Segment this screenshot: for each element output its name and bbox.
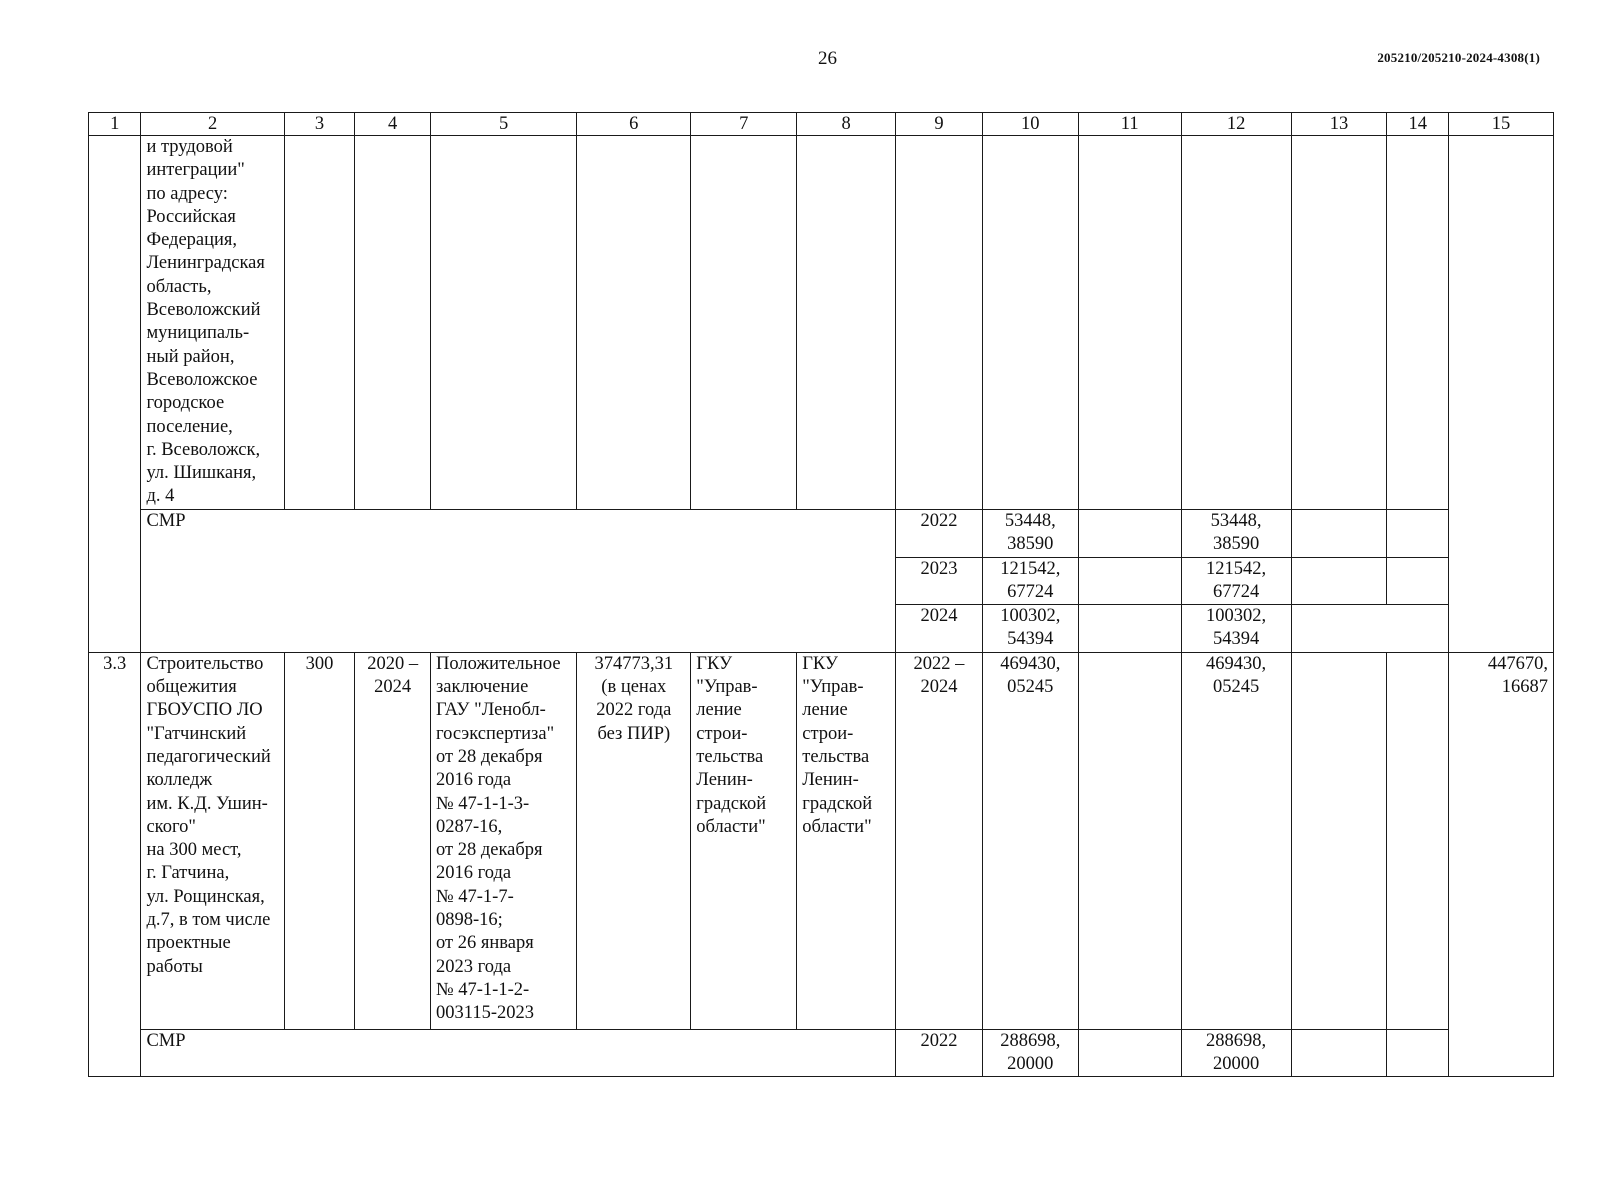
empty-cell [1387, 510, 1449, 558]
empty-cell [284, 136, 355, 510]
value-cell: 100302, 54394 [982, 605, 1078, 653]
empty-cell [1291, 136, 1387, 510]
smr-label: СМР [141, 1029, 896, 1077]
header-row [89, 113, 1554, 136]
value-cell: 447670, 16687 [1448, 652, 1553, 1077]
empty-cell [896, 136, 983, 510]
cost-cell: 374773,31 (в ценах 2022 года без ПИР) [577, 652, 691, 1029]
period-cell: 2020 – 2024 [355, 652, 431, 1029]
empty-cell [1291, 652, 1387, 1029]
value-cell: 121542, 67724 [1181, 557, 1291, 605]
empty-cell [1387, 136, 1449, 510]
empty-cell [1078, 136, 1181, 510]
header-cell: 9 [896, 113, 983, 136]
header-cell: 11 [1078, 113, 1181, 136]
empty-cell [1291, 557, 1387, 605]
header-cell: 4 [355, 113, 431, 136]
empty-cell [1181, 136, 1291, 510]
empty-cell [1387, 1029, 1449, 1077]
header-cell: 12 [1181, 113, 1291, 136]
empty-cell [1078, 557, 1181, 605]
year-cell: 2023 [896, 557, 983, 605]
builder-cell: ГКУ "Управ- ление строи- тельства Ленин- градской области" [797, 652, 896, 1029]
table-row [89, 136, 1554, 510]
header-cell: 13 [1291, 113, 1387, 136]
empty-cell [691, 136, 797, 510]
empty-cell [577, 136, 691, 510]
value-cell: 53448, 38590 [1181, 510, 1291, 558]
budget-table [88, 112, 1554, 1077]
smr-label: СМР [141, 510, 896, 653]
empty-cell [355, 136, 431, 510]
empty-cell [1387, 652, 1449, 1029]
table-row [89, 652, 1554, 1029]
empty-cell [1078, 652, 1181, 1029]
empty-cell [1291, 605, 1448, 653]
empty-cell [982, 136, 1078, 510]
empty-cell [1078, 605, 1181, 653]
header-cell: 10 [982, 113, 1078, 136]
year-cell: 2022 [896, 1029, 983, 1077]
years-cell: 2022 – 2024 [896, 652, 983, 1029]
empty-cell [1291, 1029, 1387, 1077]
table-row [89, 1029, 1554, 1077]
empty-cell [1448, 136, 1553, 653]
year-cell: 2024 [896, 605, 983, 653]
value-cell: 288698, 20000 [1181, 1029, 1291, 1077]
header-cell: 15 [1448, 113, 1553, 136]
item-number-cell [89, 136, 141, 653]
document-id: 205210/205210-2024-4308(1) [1377, 50, 1540, 65]
value-cell: 100302, 54394 [1181, 605, 1291, 653]
table-row [89, 510, 1554, 558]
object-name-cell: Строительство общежития ГБОУСПО ЛО "Гатчинский педагогический колледж им. К.Д. Ушин- ского" на 300 мест, г. Гатчина, ул. Рощинская, д.7, в том числе проектные работы [141, 652, 284, 1029]
header-cell: 2 [141, 113, 284, 136]
empty-cell [1078, 510, 1181, 558]
value-cell: 469430, 05245 [1181, 652, 1291, 1029]
customer-cell: ГКУ "Управ- ление строи- тельства Ленин- градской области" [691, 652, 797, 1029]
empty-cell [1291, 510, 1387, 558]
header-cell: 6 [577, 113, 691, 136]
empty-cell [431, 136, 577, 510]
empty-cell [1078, 1029, 1181, 1077]
empty-cell [797, 136, 896, 510]
value-cell: 469430, 05245 [982, 652, 1078, 1029]
object-name-cell: и трудовой интеграции" по адресу: Российская Федерация, Ленинградская область, Всеволожский муниципаль- ный район, Всеволожское городское поселение, г. Всеволожск, ул. Шишканя, д. 4 [141, 136, 284, 510]
value-cell: 288698, 20000 [982, 1029, 1078, 1077]
empty-cell [1387, 557, 1449, 605]
page-number: 26 [818, 48, 837, 69]
value-cell: 53448, 38590 [982, 510, 1078, 558]
header-cell: 8 [797, 113, 896, 136]
header-cell: 5 [431, 113, 577, 136]
value-cell: 121542, 67724 [982, 557, 1078, 605]
year-cell: 2022 [896, 510, 983, 558]
item-number: 3.3 [89, 652, 141, 1077]
header-cell: 14 [1387, 113, 1449, 136]
capacity-cell: 300 [284, 652, 355, 1029]
expertise-cell: Положительное заключение ГАУ "Ленобл- госэкспертиза" от 28 декабря 2016 года № 47-1-1-3- 0287-16, от 28 декабря 2016 года № 47-1-7- 0898-16; от 26 января 2023 года № 47-1-1-2- 003115-2023 [431, 652, 577, 1029]
header-cell: 1 [89, 113, 141, 136]
header-cell: 7 [691, 113, 797, 136]
header-cell: 3 [284, 113, 355, 136]
